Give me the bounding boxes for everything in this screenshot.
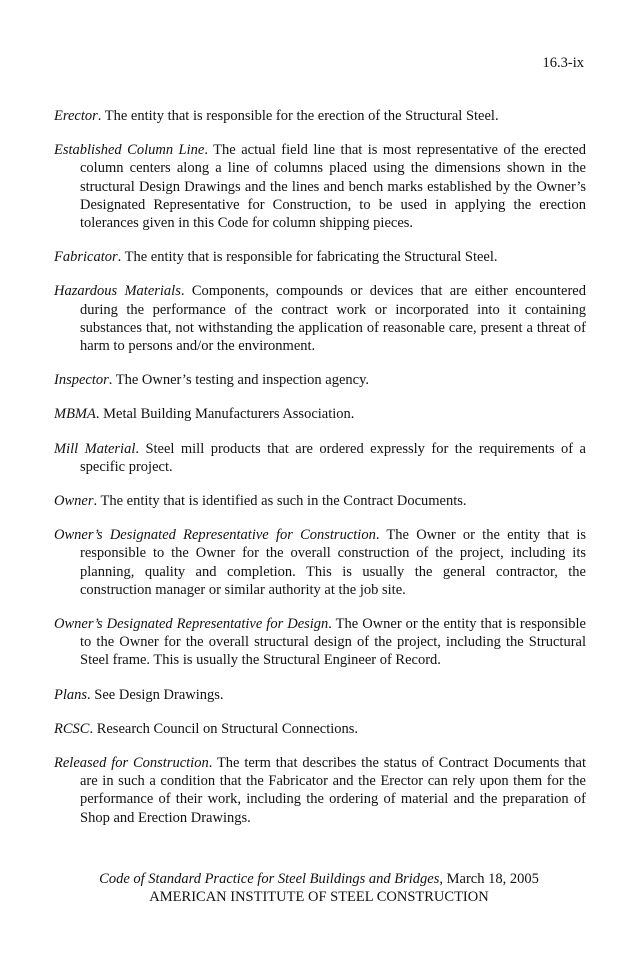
- definition-term: Released for Construction: [54, 755, 209, 772]
- definition-established-column-line: Established Column Line. The actual field line that is most representative of the erected column centers along a line of columns placed using the dimensions shown in the structural Design Drawings and the lines and bench marks established by the Owner’s Designated Representative for Construction, to be used in applying the erection tolerances given in this Code for column shipping pieces.: [54, 142, 586, 232]
- definition-text: The actual field line that is most representative of the erected column centers along a line of columns placed using the dimensions shown in the structural Design Drawings and the lines and bench marks established by the Owner’s Designated Representative for Construction, to be used in applying the erection tolerances given in this Code for column shipping pieces.: [80, 142, 586, 232]
- definitions-list: [54, 107, 586, 843]
- definition-term: Inspector: [54, 372, 109, 389]
- definition-term: Mill Material: [54, 440, 136, 457]
- page-number: 16.3-ix: [542, 55, 584, 71]
- definition-text: The Owner’s testing and inspection agency.: [115, 372, 370, 389]
- definition-owners-rep-design: Owner’s Designated Representative for Design. The Owner or the entity that is responsible to the Owner for the overall structural design of the project, including the Structural Steel frame. This is usually the Structural Engineer of Record.: [54, 616, 586, 669]
- definition-owner: Owner. The entity that is identified as such in the Contract Documents.: [54, 493, 467, 510]
- definition-term: Erector: [54, 108, 98, 124]
- footer-organization: AMERICAN INSTITUTE OF STEEL CONSTRUCTION: [149, 889, 489, 905]
- definition-term: RCSC: [54, 720, 90, 737]
- definition-text: The Owner or the entity that is responsible to the Owner for the overall structural design of the project, including the Structural Steel frame. This is usually the Structural Engineer of Record.: [80, 616, 586, 669]
- definition-term: Established Column Line: [54, 142, 205, 159]
- definition-term: Hazardous Materials: [54, 283, 181, 300]
- footer-citation: [0, 870, 638, 888]
- definition-fabricator: Fabricator. The entity that is responsible for fabricating the Structural Steel.: [54, 249, 498, 266]
- definition-text: Steel mill products that are ordered expressly for the requirements of a specific project.: [80, 440, 586, 475]
- definition-term: Owner: [54, 493, 94, 510]
- definition-term: Owner’s Designated Representative for Construction: [54, 527, 376, 544]
- definition-released-for-construction: Released for Construction. The term that describes the status of Contract Documents that are in such a condition that the Fabricator and the Erector can rely upon them for the performance of their work, including the ordering of material and the preparation of Shop and Erection Drawings.: [54, 755, 586, 826]
- definition-term: MBMA: [54, 406, 96, 423]
- definition-text: See Design Drawings.: [94, 686, 224, 703]
- definition-erector: Erector. The entity that is responsible for the erection of the Structural Steel.: [54, 108, 499, 124]
- definition-plans: Plans. See Design Drawings.: [54, 686, 224, 703]
- footer-code-title: Code of Standard Practice for Steel Buildings and Bridges: [99, 871, 440, 887]
- definition-rcsc: RCSC. Research Council on Structural Connections.: [54, 720, 359, 737]
- footer-date: , March 18, 2005: [439, 871, 539, 887]
- definition-text: The Owner or the entity that is responsible to the Owner for the overall construction of the project, including its planning, quality and completion. This is usually the general contractor, the construction manager or similar authority at the job site.: [80, 527, 586, 598]
- definition-term: Plans: [54, 686, 88, 703]
- definition-owners-rep-construction: Owner’s Designated Representative for Construction. The Owner or the entity that is responsible to the Owner for the overall construction of the project, including its planning, quality and completion. This is usually the general contractor, the construction manager or similar authority at the job site.: [54, 527, 586, 598]
- definition-text: Metal Building Manufacturers Association.: [103, 406, 355, 423]
- definition-text: The entity that is responsible for fabricating the Structural Steel.: [124, 249, 498, 266]
- definition-inspector: Inspector. The Owner’s testing and inspection agency.: [54, 372, 370, 389]
- definition-mbma: MBMA. Metal Building Manufacturers Association.: [54, 406, 355, 423]
- definition-text: The term that describes the status of Contract Documents that are in such a condition that the Fabricator and the Erector can rely upon them for the performance of their work, including the ordering of material and the preparation of Shop and Erection Drawings.: [80, 755, 586, 826]
- definition-text: The entity that is responsible for the erection of the Structural Steel.: [104, 108, 499, 124]
- definition-text: Components, compounds or devices that are either encountered during the performance of the contract work or incorporated into it containing substances that, not withstanding the application of reasonable care, present a threat of harm to persons and/or the environment.: [80, 283, 586, 355]
- definition-mill-material: Mill Material. Steel mill products that are ordered expressly for the requirements of a specific project.: [54, 440, 586, 475]
- definition-term: Fabricator: [54, 249, 118, 266]
- page-footer: [0, 870, 638, 906]
- definition-text: Research Council on Structural Connections.: [96, 720, 359, 737]
- definition-hazardous-materials: Hazardous Materials. Components, compounds or devices that are either encountered during the performance of the contract work or incorporated into it containing substances that, not withstanding the application of reasonable care, present a threat of harm to persons and/or the environment.: [54, 283, 586, 355]
- definition-term: Owner’s Designated Representative for Design: [54, 616, 329, 633]
- definition-text: The entity that is identified as such in the Contract Documents.: [100, 493, 467, 510]
